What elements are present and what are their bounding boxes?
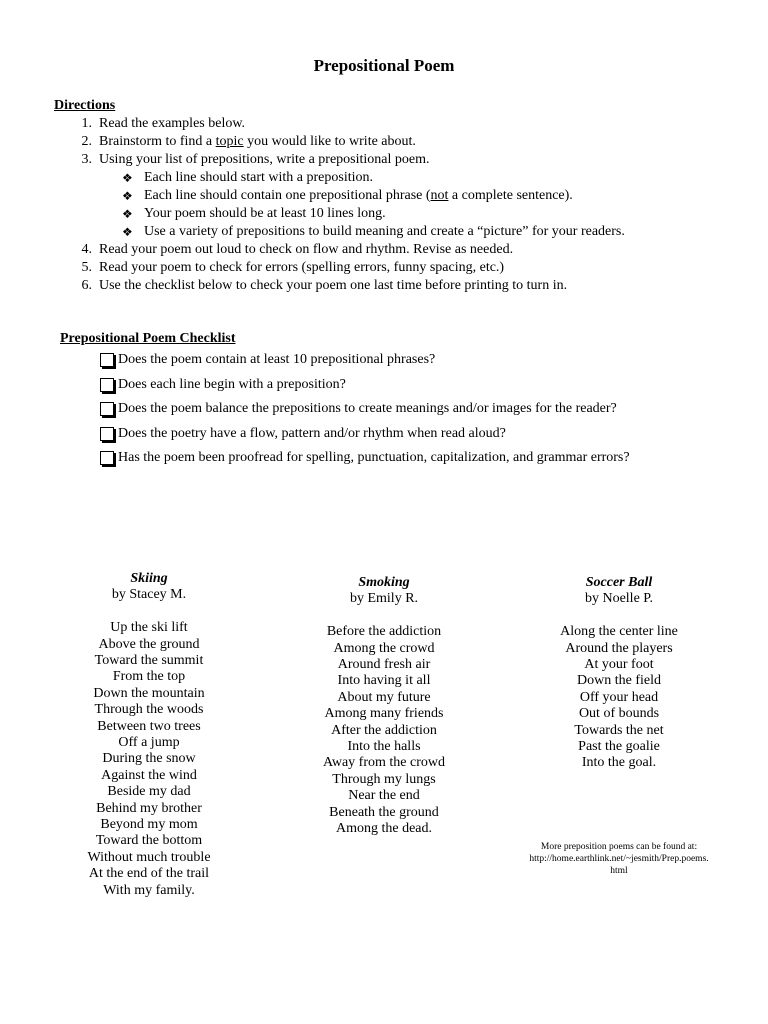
more-poems-note [520,841,718,877]
checkbox-icon [100,402,114,416]
poem-author: by Emily R. [349,591,419,607]
poem-line: At your foot [584,657,654,673]
poem-line: Past the goalie [578,739,660,755]
poem-line: Around the players [565,640,673,656]
checklist-item-text: Does the poem contain at least 10 prepositional phrases? [118,352,436,368]
checkbox-icon [100,353,114,367]
more-poems-url-end: html [610,866,628,876]
step-text: Using your list of prepositions, write a prepositional poem. [99,152,430,167]
step-text: Use the checklist below to check your poem one last time before printing to turn in. [99,278,568,293]
step-number: 5 . [74,259,92,277]
poem-line: Against the wind [101,767,197,783]
poem-skiing [49,571,249,899]
poem-line: Beside my dad [107,784,191,800]
checklist-heading: Prepositional Poem Checklist [60,331,236,346]
poem-line: Before the addiction [326,624,442,640]
poem-line: Behind my brother [96,800,202,816]
poem-line: Beyond my mom [100,817,198,833]
direction-sub-item [54,169,625,187]
direction-sub-item [54,223,625,241]
direction-sub-item [54,205,625,223]
poem-line: Into the goal. [581,755,657,771]
sub-item-text: Each line should start with a preposition. [144,170,374,185]
poem-author: by Noelle P. [584,591,654,607]
checklist-item-text: Does the poetry have a flow, pattern and/or rhythm when read aloud? [118,425,506,441]
poem-line: Into the halls [347,739,421,755]
poem-lines [284,624,484,837]
direction-step [54,151,625,169]
poem-author: by Stacey M. [111,587,187,603]
sub-item-text-underlined: not [430,188,449,203]
poem-title: Skiing [130,571,168,586]
step-text-underlined: topic [215,134,244,149]
diamond-bullet-icon: ❖ [122,189,133,203]
step-text: Read your poem to check for errors (spelling errors, funny spacing, etc.) [99,260,505,275]
direction-sub-item [54,187,625,205]
direction-step [54,241,625,259]
step-text: Read the examples below. [99,116,246,131]
sub-item-text-after: a complete sentence). [448,188,573,203]
checklist-item [100,422,630,447]
step-number: 3 . [74,151,92,169]
poem-line: Toward the bottom [95,833,203,849]
step-number: 1 . [74,115,92,133]
direction-step [54,133,625,151]
poem-line: Around fresh air [337,657,431,673]
diamond-bullet-icon: ❖ [122,207,133,221]
poem-title: Smoking [358,575,410,590]
checklist-item-text: Does each line begin with a preposition? [118,376,346,392]
poem-line: Down the field [577,673,661,689]
poem-line: Near the end [348,788,420,804]
poem-line: During the snow [102,751,196,767]
checklist [100,348,630,471]
step-text-after: you would like to write about. [243,134,416,149]
poem-line: Through the woods [94,702,204,718]
checklist-item-text: Does the poem balance the prepositions to create meanings and/or images for the reader? [118,401,617,417]
checklist-item [100,373,630,398]
poem-line: Without much trouble [87,849,211,865]
poem-line: Off a jump [118,735,180,751]
diamond-bullet-icon: ❖ [122,225,133,239]
checklist-item-text: Has the poem been proofread for spelling, punctuation, capitalization, and grammar errors? [118,450,630,466]
poem-line: Into having it all [337,673,431,689]
poem-line: Toward the summit [94,653,204,669]
poem-line: Beneath the ground [329,804,439,820]
poem-line: Towards the net [574,722,664,738]
checkbox-icon [100,451,114,465]
poem-line: Among the crowd [333,640,435,656]
page-title: Prepositional Poem [313,56,455,75]
step-text: Read your poem out loud to check on flow and rhythm. Revise as needed. [99,242,514,257]
more-poems-text: More preposition poems can be found at: [540,842,698,852]
poem-smoking [284,575,484,837]
poem-line: From the top [112,669,186,685]
direction-step [54,115,625,133]
poem-line: Among the dead. [335,821,433,837]
poem-line: Off your head [579,689,659,705]
poem-line: About my future [337,689,431,705]
poem-line: Above the ground [98,636,200,652]
poem-line: Through my lungs [332,771,436,787]
step-number: 6 . [74,277,92,295]
checklist-item [100,397,630,422]
sub-item-text-before: Each line should contain one prepositional phrase ( [144,188,431,203]
poem-line: Up the ski lift [110,620,188,636]
directions-list [54,115,625,295]
poem-lines [519,624,719,772]
sub-item-text: Your poem should be at least 10 lines long. [144,206,386,221]
step-number: 2 . [74,133,92,151]
poem-line: At the end of the trail [88,866,210,882]
checklist-item [100,348,630,373]
poem-soccer-ball [519,575,719,772]
diamond-bullet-icon: ❖ [122,171,133,185]
poem-line: After the addiction [331,722,437,738]
direction-step [54,259,625,277]
poem-line: Among many friends [324,706,444,722]
poem-title: Soccer Ball [585,575,653,590]
step-number: 4 . [74,241,92,259]
poem-line: Between two trees [97,718,201,734]
poem-line: Down the mountain [93,685,205,701]
step-text-before: Brainstorm to find a [99,134,216,149]
checkbox-icon [100,427,114,441]
checklist-item [100,446,630,471]
poem-line: With my family. [103,882,195,898]
more-poems-url: http://home.earthlink.net/~jesmith/Prep.poems. [529,854,709,864]
checkbox-icon [100,378,114,392]
poem-line: Out of bounds [578,706,660,722]
sub-item-text: Use a variety of prepositions to build meaning and create a “picture” for your readers. [144,224,625,239]
direction-step [54,277,625,295]
poem-line: Away from the crowd [323,755,445,771]
poem-line: Along the center line [560,624,678,640]
directions-heading: Directions [54,98,116,113]
poem-lines [49,620,249,899]
